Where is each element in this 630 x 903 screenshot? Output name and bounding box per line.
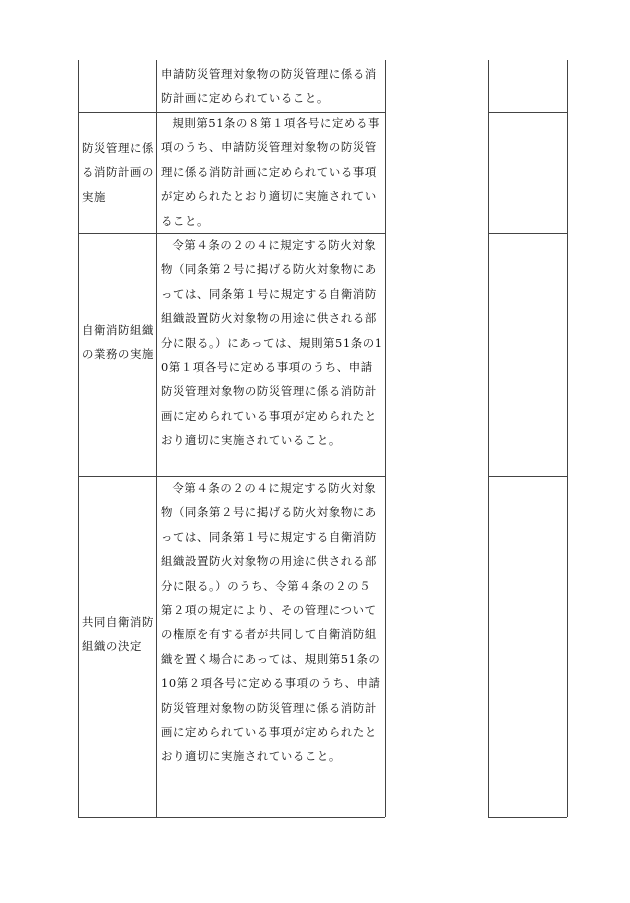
table-bottom-right <box>488 817 567 818</box>
row-1-content: 規則第51条の８第１項各号に定める事項のうち、申請防災管理対象物の防災管理に係る消防計画に定められている事項が定められたとおり適切に実施されていること。 <box>161 116 380 228</box>
table-bottom-left <box>78 817 385 818</box>
table-border-result-left <box>488 60 489 817</box>
table-border-result-right <box>567 60 568 817</box>
row-1-label: 防災管理に係る消防計画の実施 <box>82 141 154 204</box>
table-border-label-divider <box>156 60 157 817</box>
row-3-content: 令第４条の２の４に規定する防火対象物（同条第２号に掲げる防火対象物にあっては、同条第１号に規定する自衛消防組織設置防火対象物の用途に供される部分に限る。）のうち、令第４条の２の５第２項の規定により、その管理についての権原を有する者が共同して自衛消防組織を置く場合にあっては、規則第51条の10第２項各号に定める事項のうち、申請防災管理対象物の防災管理に係る消防計画に定められている事項が定められたとおり適切に実施されていること。 <box>161 481 381 764</box>
row-2-label: 自衛消防組織の業務の実施 <box>82 323 154 362</box>
row-divider-3-right <box>488 476 567 477</box>
row-divider-1-right <box>488 112 567 113</box>
row-3-label: 共同自衛消防組織の決定 <box>82 615 154 654</box>
row-divider-2-right <box>488 233 567 234</box>
table-border-left <box>78 60 79 817</box>
row-2-content: 令第４条の２の４に規定する防火対象物（同条第２号に掲げる防火対象物にあっては、同条第１号に規定する自衛消防組織設置防火対象物の用途に供される部分に限る。）にあっては、規則第51条の10第１項各号に定める事項のうち、申請防災管理対象物の防災管理に係る消防計画に定められている事項が定められたとおり適切に実施されていること。 <box>161 238 383 448</box>
row-0-content: 申請防災管理対象物の防災管理に係る消防計画に定められていること。 <box>161 67 377 106</box>
table-border-content-right <box>385 60 386 817</box>
